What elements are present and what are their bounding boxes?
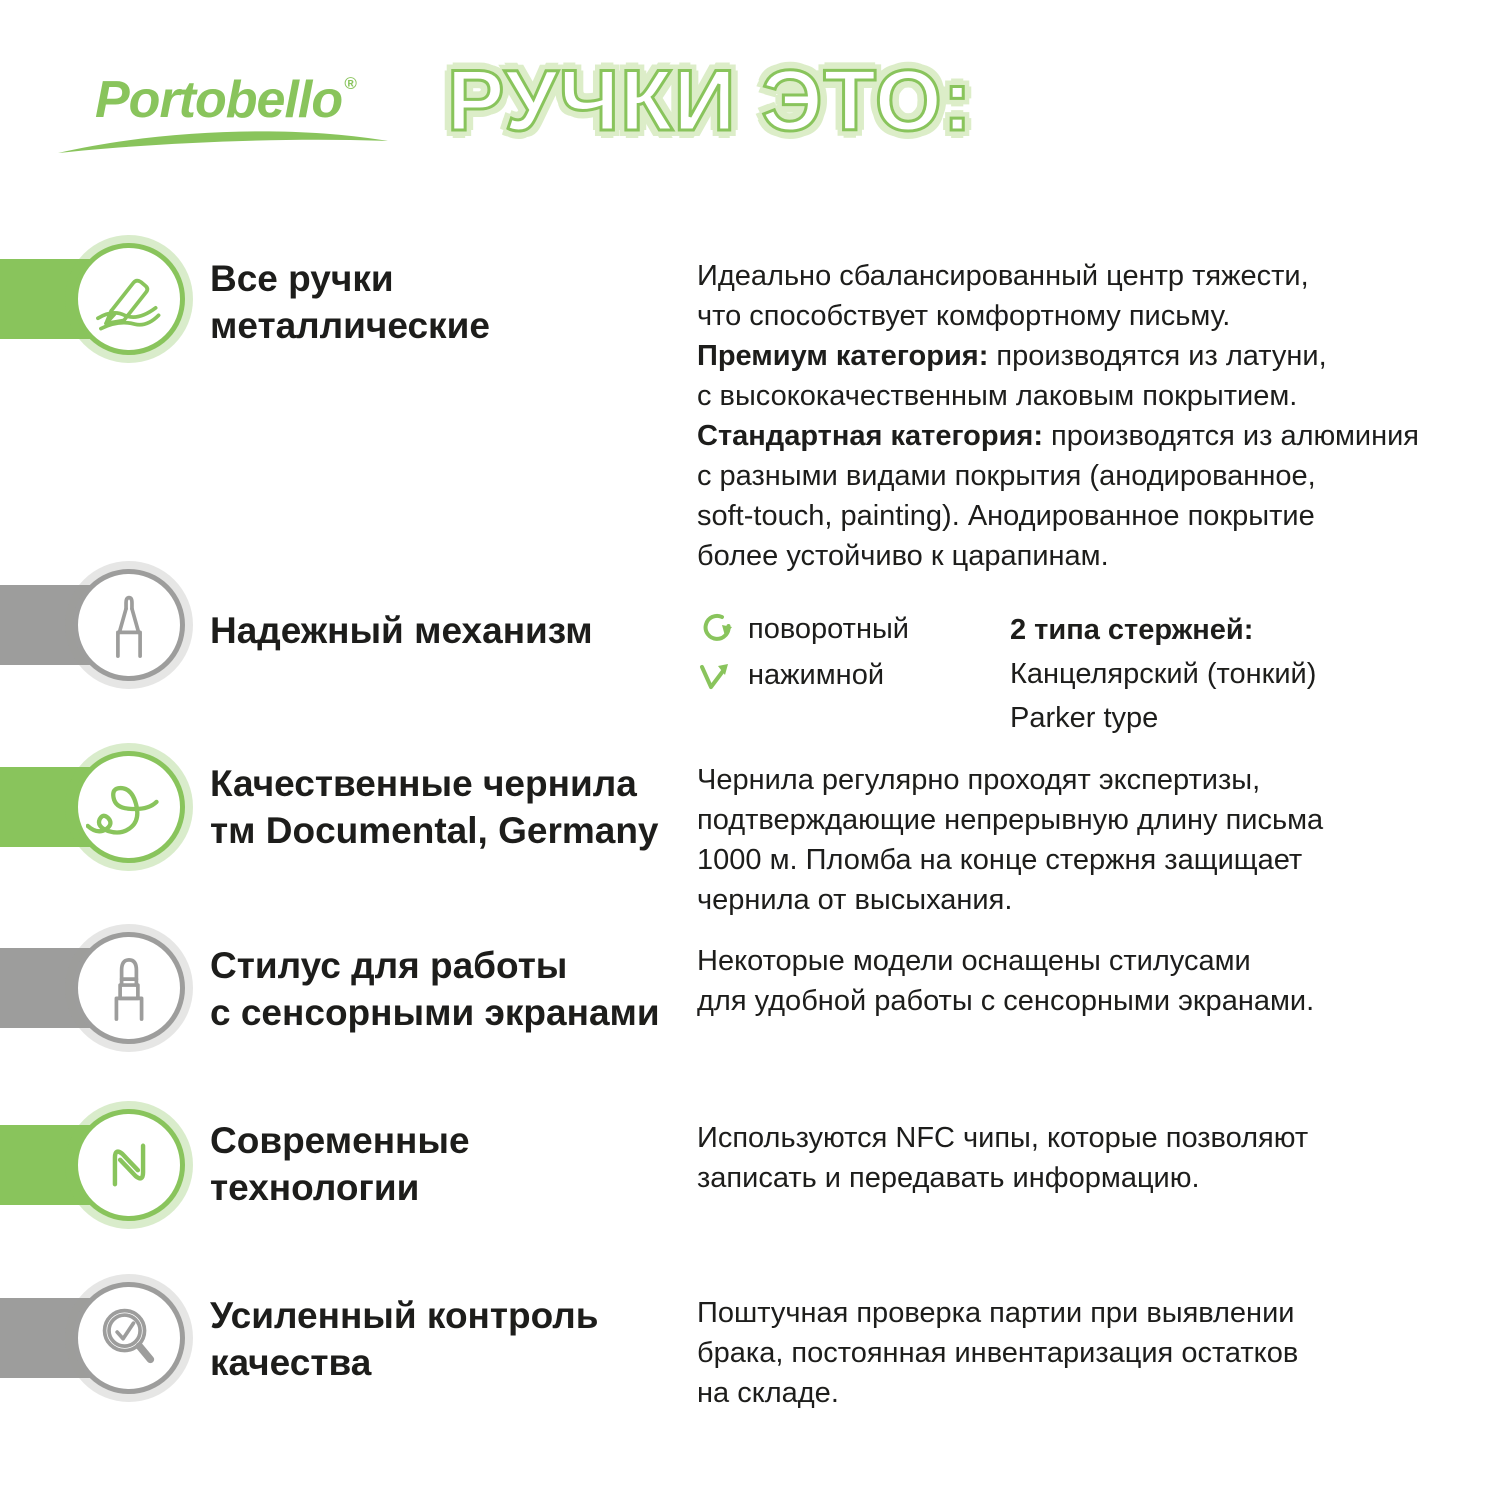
registered-mark: ®	[344, 74, 356, 93]
body-line: Идеально сбалансированный центр тяжести,	[697, 260, 1309, 292]
heading-line: качества	[210, 1342, 372, 1383]
body-line: подтверждающие непрерывную длину письма	[697, 804, 1324, 836]
body-line: Премиум категория: производятся из латуни,	[697, 340, 1327, 372]
body-line: чернила от высыхания.	[697, 884, 1013, 916]
feature-heading	[210, 1292, 599, 1386]
feature-icon-circle	[73, 1109, 185, 1221]
mechanism-item	[697, 652, 909, 698]
refill-item: Канцелярский (тонкий)	[1010, 658, 1317, 690]
rotate-arrow-icon	[697, 611, 733, 647]
feature-body	[697, 1118, 1308, 1198]
heading-line: металлические	[210, 305, 490, 346]
body-line: с разными видами покрытия (анодированное,	[697, 460, 1316, 492]
mechanism-item	[697, 606, 909, 652]
heading-line: Качественные чернила	[210, 763, 637, 804]
logo-swoosh-icon	[58, 128, 388, 156]
heading-line: Современные	[210, 1120, 470, 1161]
body-line: Чернила регулярно проходят экспертизы,	[697, 764, 1261, 796]
heading-line: Усиленный контроль	[210, 1295, 599, 1336]
pen-tip-icon	[92, 588, 166, 662]
heading-line: с сенсорными экранами	[210, 992, 660, 1033]
feature-icon-circle	[73, 243, 185, 355]
feature-heading	[210, 1117, 470, 1211]
heading-line: Надежный механизм	[210, 610, 593, 651]
mechanism-label: нажимной	[748, 658, 885, 691]
body-line: soft-touch, painting). Анодированное покрытие	[697, 500, 1315, 532]
portobello-logo	[95, 70, 356, 130]
refill-item: Parker type	[1010, 702, 1159, 734]
logo-text: Portobello	[95, 71, 343, 129]
feature-heading	[210, 760, 659, 854]
ink-squiggle-icon	[86, 764, 172, 850]
body-line: Поштучная проверка партии при выявлении	[697, 1297, 1295, 1329]
feature-body	[697, 1293, 1298, 1413]
heading-line: тм Documental, Germany	[210, 810, 659, 851]
body-line: что способствует комфортному письму.	[697, 300, 1231, 332]
body-line: записать и передавать информацию.	[697, 1162, 1200, 1194]
body-line: брака, постоянная инвентаризация остатков	[697, 1337, 1299, 1369]
mechanism-label: поворотный	[748, 612, 910, 645]
heading-line: технологии	[210, 1167, 420, 1208]
feature-icon-circle	[73, 1282, 185, 1394]
feature-heading	[210, 942, 660, 1036]
page-title: РУЧКИ ЭТО:	[447, 53, 973, 149]
feature-icon-circle	[73, 569, 185, 681]
body-line: 1000 м. Пломба на конце стержня защищает	[697, 844, 1303, 876]
body-line: с высококачественным лаковым покрытием.	[697, 380, 1298, 412]
body-line: Некоторые модели оснащены стилусами	[697, 945, 1251, 977]
stylus-icon	[92, 951, 166, 1025]
feature-body	[697, 760, 1323, 920]
body-line: для удобной работы с сенсорными экранами.	[697, 985, 1315, 1017]
feature-icon-circle	[73, 751, 185, 863]
body-line: на складе.	[697, 1377, 839, 1409]
feature-heading	[210, 255, 490, 349]
feature-icon-circle	[73, 932, 185, 1044]
body-line: более устойчиво к царапинам.	[697, 540, 1109, 572]
refill-types	[1010, 608, 1316, 740]
feature-heading	[210, 607, 593, 654]
body-line: Стандартная категория: производятся из алюминия	[697, 420, 1420, 452]
heading-line: Все ручки	[210, 258, 394, 299]
nfc-icon	[92, 1128, 166, 1202]
feature-body	[697, 941, 1314, 1021]
refill-title: 2 типа стержней:	[1010, 614, 1254, 646]
pen-writing-icon	[92, 262, 166, 336]
feature-body	[697, 256, 1419, 576]
heading-line: Стилус для работы	[210, 945, 568, 986]
mechanism-list	[697, 606, 909, 698]
press-arrow-icon	[697, 657, 733, 693]
body-line: Используются NFC чипы, которые позволяют	[697, 1122, 1309, 1154]
magnifier-check-icon	[92, 1301, 166, 1375]
